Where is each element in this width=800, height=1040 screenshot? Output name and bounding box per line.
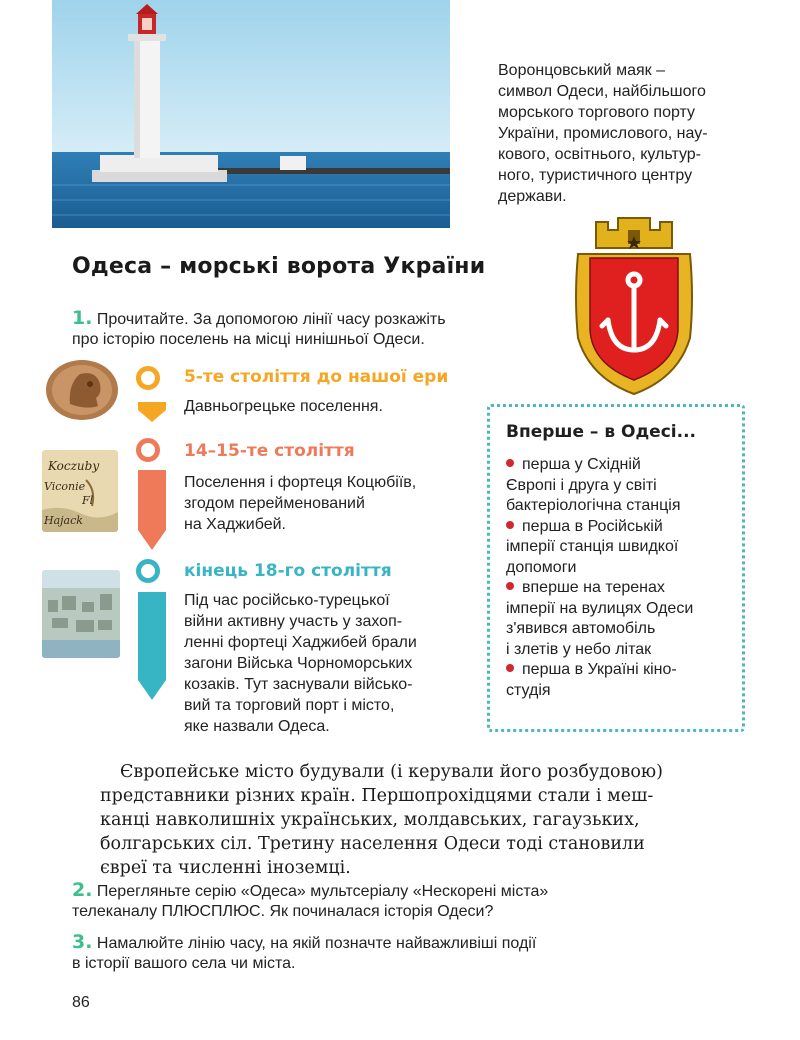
task-1: 1. Прочитайте. За допомогою лінії часу розкажіть про історію поселень на місці нинішньої Одеси. xyxy=(72,307,446,348)
timeline-marker-2 xyxy=(136,438,160,462)
timeline-heading-2: 14–15-те століття xyxy=(184,441,355,461)
old-map-image xyxy=(42,450,118,532)
odesa-coat-of-arms xyxy=(568,208,700,398)
task-number: 3. xyxy=(72,931,93,953)
map-label-3: Fl xyxy=(82,494,94,507)
timeline-text-2: Поселення і фортеця Коцюбіїв, згодом перейменований на Хаджибей. xyxy=(184,474,417,533)
lighthouse-photo xyxy=(52,0,450,228)
ancient-coin-image xyxy=(40,358,122,422)
page-number: 86 xyxy=(72,994,90,1011)
timeline-heading-3: кінець 18-го століття xyxy=(184,561,392,581)
bullet-icon xyxy=(506,521,514,529)
old-city-engraving-image xyxy=(42,570,120,658)
bullet-icon xyxy=(506,459,514,467)
map-label-2: Viconie xyxy=(44,480,86,493)
history-paragraph: Європейське місто будували (і керували його розбудовою) представники різних країн. Першопрохідцями стали і меш- канці навколишніх українських, молдавських, гагаузьких, болгарських сіл. Третину населення Одеси тоді становили євреї та численні іноземці. xyxy=(100,762,663,878)
timeline-text-3: Під час російсько-турецької війни активну участь у захоп- ленні фортеці Хаджибей брали загони Війська Чорноморських козаків. Тут заснували військо- вий та торговий порт і місто, яке назвали Одеса. xyxy=(184,592,417,735)
timeline-heading-1: 5-те століття до нашої ери xyxy=(184,367,449,387)
map-label-1: Koczuby xyxy=(48,459,100,473)
list-item: перша в Російській xyxy=(506,517,738,538)
timeline-marker-3 xyxy=(136,559,160,583)
list-item: перша у Східній xyxy=(506,455,738,476)
timeline-track xyxy=(128,360,176,705)
first-in-odesa-list: перша у Східній Європі і друга у світі бактеріологічна станція перша в Російській імперії станція швидкої допомоги вперше на теренах імперії на вулицях Одеси з'явився автомобіль і злетів у небо літак перша в Україні кіно- студія xyxy=(506,455,738,701)
lighthouse-caption: Воронцовський маяк – символ Одеси, найбільшого морського торгового порту України, промислового, нау- кового, освітнього, культур- ного, туристичного центру держави. xyxy=(498,62,708,205)
bullet-icon xyxy=(506,664,514,672)
task-number: 1. xyxy=(72,307,93,329)
section-title: Одеса – морські ворота України xyxy=(72,254,486,279)
timeline-text-1: Давньогрецьке поселення. xyxy=(184,398,383,415)
bullet-icon xyxy=(506,582,514,590)
task-3: 3. Намалюйте лінію часу, на якій позначте найважливіші події в історії вашого села чи міста. xyxy=(72,931,537,972)
first-in-odesa-title: Вперше – в Одесі... xyxy=(506,422,696,442)
list-item: вперше на теренах xyxy=(506,578,738,599)
task-number: 2. xyxy=(72,879,93,901)
map-label-4: Hajack xyxy=(44,514,83,527)
list-item: перша в Україні кіно- xyxy=(506,660,738,681)
task-2: 2. Перегляньте серію «Одеса» мультсеріалу «Нескорені міста» телеканалу ПЛЮСПЛЮС. Як починалася історія Одеси? xyxy=(72,879,549,920)
timeline-marker-1 xyxy=(136,366,160,390)
